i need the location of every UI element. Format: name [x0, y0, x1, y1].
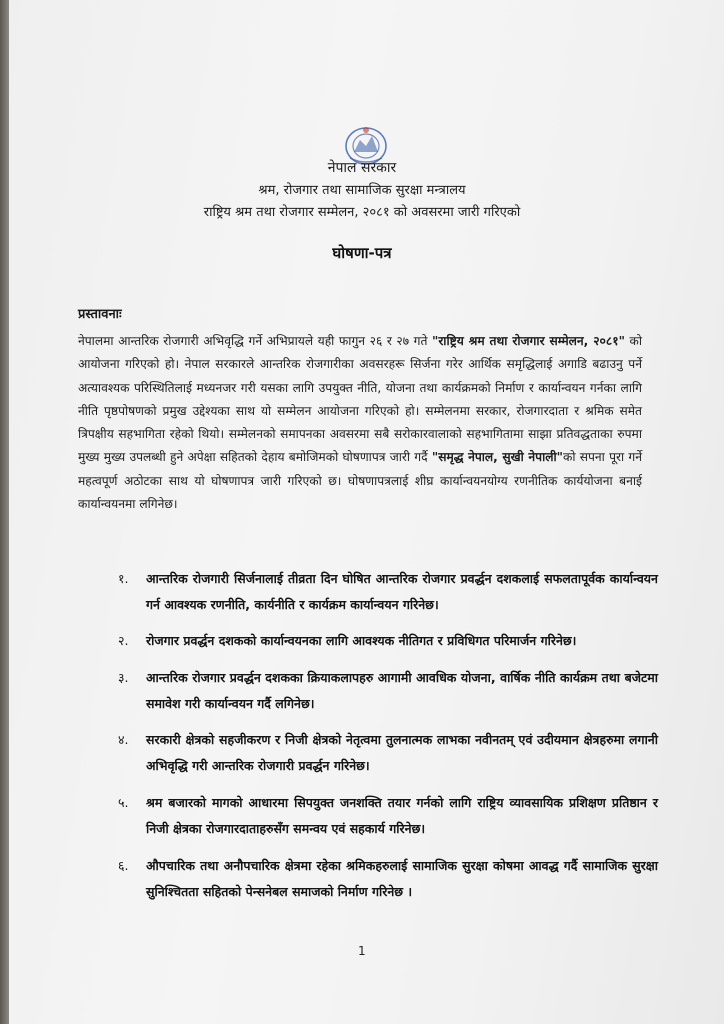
preamble-text-2: को आयोजना गरिएको हो। नेपाल सरकारले आन्तरिक रोजगारीका अवसरहरू सिर्जना गरेर आर्थिक समृद्धिलाई अगाडि बढाउनु पर्ने अत्यावश्यक परिस्थितिलाई मध्यनजर गरी यसका लागि उपयुक्त नीति, योजना तथा कार्यक्रमको निर्माण र कार्यान्वयन गर्नका लागि नीति पृष्ठपोषणको प्रमुख उद्देश्यका साथ यो सम्मेलन आयोजना गरिएको हो। सम्मेलनमा सरकार, रोजगारदाता र श्रमिक समेत त्रिपक्षीय सहभागिता रहेको थियो। सम्मेलनको समापनका अवसरमा सबै सरोकारवालाको सहभागितामा साझा प्रतिवद्धताका रुपमा मुख्य मुख्य उपलब्धी हुने अपेक्षा सहितको देहाय बमोजिमको घोषणापत्र जारी गर्दै	[78, 334, 642, 465]
list-item-number: ५.	[118, 795, 129, 810]
header-ministry: श्रम, रोजगार तथा सामाजिक सुरक्षा मन्त्रालय	[258, 183, 466, 198]
list-item-text: औपचारिक तथा अनौपचारिक क्षेत्रमा रहेका श्रमिकहरुलाई सामाजिक सुरक्षा कोषमा आवद्ध गर्दै सामाजिक सुरक्षा सुनिश्चितता सहितको पेन्सनेबल समाजको निर्माण गरिनेछ ।	[146, 858, 658, 899]
list-item-number: ३.	[118, 670, 129, 685]
preamble-text-1: नेपालमा आन्तरिक रोजगारी अभिवृद्धि गर्ने अभिप्रायले यही फागुन २६ र २७ गते	[78, 334, 432, 348]
list-item-number: २.	[118, 633, 129, 648]
header-occasion: राष्ट्रिय श्रम तथा रोजगार सम्मेलन, २०८१ को अवसरमा जारी गरिएको	[203, 205, 521, 220]
list-item-text: सरकारी क्षेत्रको सहजीकरण र निजी क्षेत्रको नेतृत्वमा तुलनात्मक लाभका नवीनतम् एवं उदीयमान क्षेत्रहरुमा लगानी अभिवृद्धि गरी आन्तरिक रोजगारी प्रवर्द्धन गरिनेछ।	[146, 732, 658, 773]
document-title: घोषणा-पत्र	[332, 244, 392, 262]
preamble-heading: प्रस्तावनाः	[78, 307, 122, 322]
list-item-text: रोजगार प्रवर्द्धन दशकको कार्यान्वयनका लागि आवश्यक नीतिगत र प्रविधिगत परिमार्जन गरिनेछ।	[146, 633, 577, 648]
preamble-text-3: को सपना पूरा गर्ने महत्वपूर्ण अठोटका साथ यो घोषणापत्र जारी गरिएको छ। घोषणापत्रलाई शीघ्र कार्यान्वयनयोग्य रणनीतिक कार्ययोजना बनाई कार्यान्वयनमा लगिनेछ।	[78, 450, 642, 512]
list-item-number: ४.	[118, 732, 129, 747]
preamble-bold-2: "समृद्ध नेपाल, सुखी नेपाली"	[431, 450, 563, 465]
page-number: 1	[358, 944, 366, 958]
list-item-number: ६.	[118, 858, 129, 873]
list-item-text: श्रम बजारको मागको आधारमा सिपयुक्त जनशक्ति तयार गर्नको लागि राष्ट्रिय व्यावसायिक प्रशिक्षण प्रतिष्ठान र निजी क्षेत्रका रोजगारदाताहरुसँग समन्वय एवं सहकार्य गरिनेछ।	[146, 795, 658, 836]
preamble-paragraph	[78, 330, 642, 516]
page-shadow-edge	[0, 0, 9, 1024]
preamble-bold-1: "राष्ट्रिय श्रम तथा रोजगार सम्मेलन, २०८१"	[431, 334, 625, 348]
list-item-text: आन्तरिक रोजगार प्रवर्द्धन दशकका क्रियाकलापहरु आगामी आवधिक योजना, वार्षिक नीति कार्यक्रम तथा बजेटमा समावेश गरी कार्यान्वयन गर्दै लगिनेछ।	[146, 670, 658, 711]
header-government: नेपाल सरकार	[327, 160, 397, 176]
list-item-text: आन्तरिक रोजगारी सिर्जनालाई तीव्रता दिन घोषित आन्तरिक रोजगार प्रवर्द्धन दशकलाई सफलतापूर्वक कार्यान्वयन गर्न आवश्यक रणनीति, कार्यनीति र कार्यक्रम कार्यान्वयन गरिनेछ।	[146, 571, 658, 612]
list-item-number: १.	[118, 571, 129, 586]
